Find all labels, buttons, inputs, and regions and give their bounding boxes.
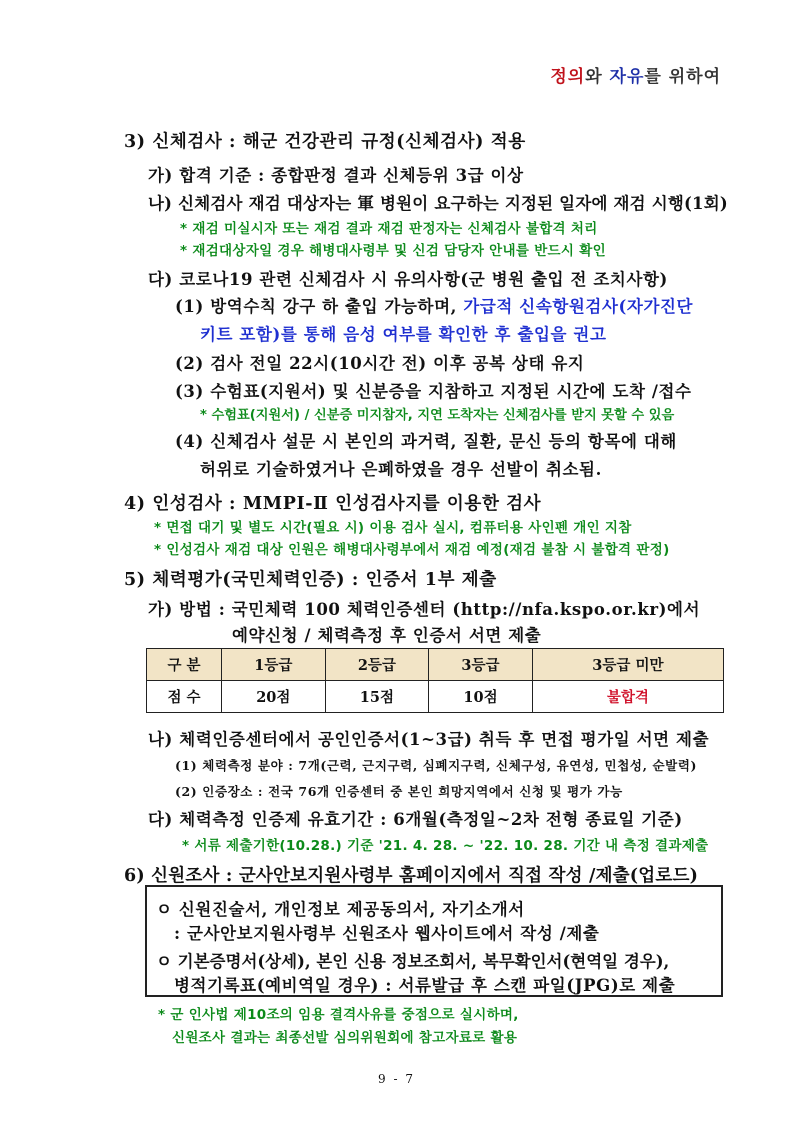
s5-na: 나) 체력인증센터에서 공인인증서(1~3급) 취득 후 면접 평가일 서면 제출	[148, 730, 710, 749]
table-cell: 20점	[222, 681, 326, 713]
s4-note-1: * 면접 대기 및 별도 시간(필요 시) 이용 검사 실시, 컴퓨터용 사인펜 개인 지참	[154, 520, 632, 536]
s5-ga: 가) 방법 : 국민체력 100 체력인증센터 (http://nfa.kspo.or.kr)에서	[148, 600, 701, 619]
s3-na-note-1: * 재검 미실시자 또는 재검 결과 재검 판정자는 신체검사 불합격 처리	[180, 221, 598, 237]
table-cell: 점 수	[147, 681, 222, 713]
s3-ga: 가) 합격 기준 : 종합판정 결과 신체등위 3급 이상	[148, 166, 524, 185]
s3-na-note-2: * 재검대상자일 경우 해병대사령부 및 신검 담당자 안내를 반드시 확인	[180, 243, 606, 259]
s3-da-4: (4) 신체검사 설문 시 본인의 과거력, 질환, 문신 등의 항목에 대해	[175, 432, 677, 451]
s3-da-1-cont: 키트 포함)를 통해 음성 여부를 확인한 후 출입을 권고	[200, 325, 607, 344]
s3-da-1	[175, 293, 693, 317]
table-cell: 10점	[429, 681, 533, 713]
table-header-cell: 1등급	[222, 649, 326, 681]
s4-note-2: * 인성검사 재검 대상 인원은 해병대사령부에서 재검 예정(재검 불참 시 불합격 판정)	[154, 542, 670, 558]
table-row	[147, 681, 724, 713]
s6-box-item-2-cont: 병적기록표(예비역일 경우) : 서류발급 후 스캔 파일(JPG)로 제출	[174, 976, 676, 995]
table-header-cell: 3등급 미만	[532, 649, 723, 681]
s3-da: 다) 코로나19 관련 신체검사 시 유의사항(군 병원 출입 전 조치사항)	[148, 270, 668, 289]
motto-header	[550, 62, 721, 87]
table-cell-fail: 불합격	[532, 681, 723, 713]
s6-box-item-1: ㅇ 신원진술서, 개인정보 제공동의서, 자기소개서	[156, 900, 525, 919]
s3-da-3: (3) 수험표(지원서) 및 신분증을 지참하고 지정된 시간에 도착 /접수	[175, 382, 692, 401]
s5-na-2: (2) 인증장소 : 전국 76개 인증센터 중 본인 희망지역에서 신청 및 평가 가능	[175, 784, 623, 799]
s5-na-1: (1) 체력측정 분야 : 7개(근력, 근지구력, 심폐지구력, 신체구성, 유연성, 민첩성, 순발력)	[175, 758, 698, 773]
table-header-cell: 3등급	[429, 649, 533, 681]
s5-da: 다) 체력측정 인증제 유효기간 : 6개월(측정일~2차 전형 종료일 기준)	[148, 810, 683, 829]
motto-part-and: 와	[585, 67, 610, 87]
s5-ga-cont: 예약신청 / 체력측정 후 인증서 서면 제출	[232, 626, 542, 645]
s6-box-item-2: ㅇ 기본증명서(상세), 본인 신용 정보조회서, 복무확인서(현역일 경우),	[156, 952, 670, 971]
page-number: 9 - 7	[378, 1072, 415, 1086]
section-3-title: 3) 신체검사 : 해군 건강관리 규정(신체검사) 적용	[124, 132, 526, 152]
s6-box-item-1-detail: : 군사안보지원사령부 신원조사 웹사이트에서 작성 /제출	[174, 924, 600, 943]
table-cell: 15점	[325, 681, 429, 713]
s3-na: 나) 신체검사 재검 대상자는 軍 병원이 요구하는 지정된 일자에 재검 시행(1회)	[148, 194, 728, 213]
s3-da-1-text: (1) 방역수칙 강구 하 출입 가능하며,	[175, 297, 464, 316]
section-6-title: 6) 신원조사 : 군사안보지원사령부 홈페이지에서 직접 작성 /제출(업로드)	[124, 866, 699, 886]
table-header-cell: 구 분	[147, 649, 222, 681]
s6-note-2: 신원조사 결과는 최종선발 심의위원회에 참고자료로 활용	[172, 1030, 518, 1046]
motto-part-freedom: 자유	[609, 67, 645, 87]
s3-da-3-note: * 수험표(지원서) / 신분증 미지참자, 지연 도착자는 신체검사를 받지 못할 수 있음	[200, 408, 675, 423]
section-5-title: 5) 체력평가(국민체력인증) : 인증서 1부 제출	[124, 570, 497, 590]
s6-note-1: * 군 인사법 제10조의 임용 결격사유를 중점으로 실시하며,	[158, 1007, 519, 1023]
s3-da-1-highlight: 가급적 신속항원검사(자가진단	[463, 297, 694, 316]
section-4-title: 4) 인성검사 : MMPI-Ⅱ 인성검사지를 이용한 검사	[124, 494, 542, 514]
s5-da-note: * 서류 제출기한(10.28.) 기준 '21. 4. 28. ~ '22. 10. 28. 기간 내 측정 결과제출	[182, 838, 709, 854]
s3-da-4-cont: 허위로 기술하였거나 은폐하였을 경우 선발이 취소됨.	[200, 460, 602, 479]
s3-da-2: (2) 검사 전일 22시(10시간 전) 이후 공복 상태 유지	[175, 354, 585, 373]
motto-part-for: 를 위하여	[644, 67, 721, 87]
table-header-cell: 2등급	[325, 649, 429, 681]
table-header-row	[147, 649, 724, 681]
motto-part-justice: 정의	[550, 67, 586, 87]
fitness-score-table	[146, 648, 724, 713]
